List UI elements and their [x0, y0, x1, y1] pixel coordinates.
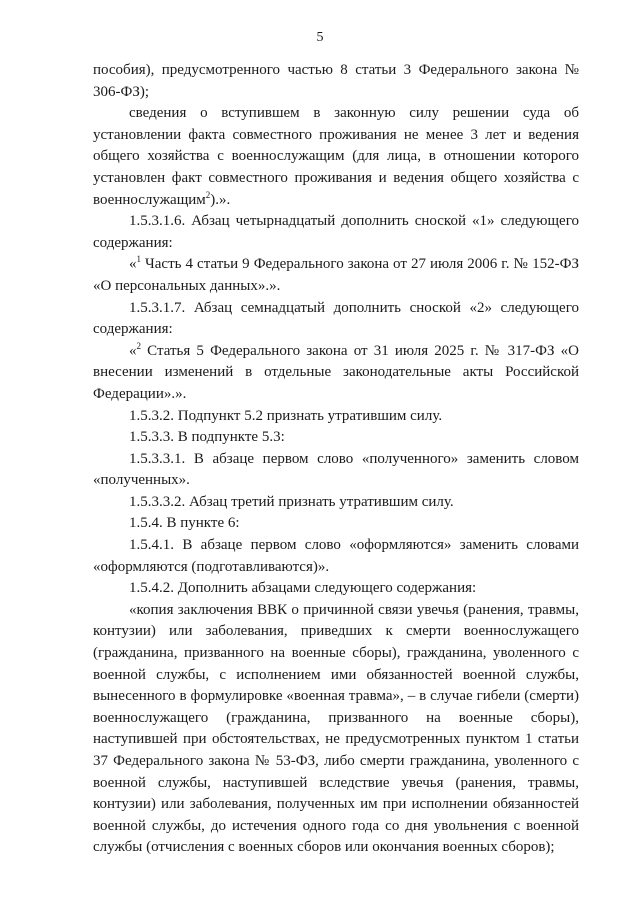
page-number: 5	[316, 30, 324, 45]
paragraph: 1.5.3.2. Подпункт 5.2 признать утратившим силу.	[129, 407, 443, 424]
paragraph: 1.5.3.1.7. Абзац семнадцатый дополнить сноской «2» следующего содержания:	[93, 299, 579, 338]
paragraph: пособия), предусмотренного частью 8 статьи 3 Федерального закона № 306-ФЗ);	[93, 62, 579, 100]
paragraph: 1.5.3.3.1. В абзаце первом слово «полученного» заменить словом «полученных».	[93, 450, 579, 489]
paragraph: 1.5.4.1. В абзаце первом слово «оформляются» заменить словами «оформляются (подготавливаются)».	[93, 537, 579, 575]
paragraph: 1.5.3.3.2. Абзац третий признать утратившим силу.	[129, 493, 454, 510]
footnote-marker: 2	[205, 189, 211, 200]
paragraph: сведения о вступившем в законную силу решении суда об установлении факта совместного проживания не менее 3 лет и ведения общего хозяйства с военнослужащим (для лица, в отношении которого установлен факт совместного проживания и ведения общего хозяйства с военнослужащим$^2$).».	[93, 105, 579, 208]
paragraph: «$^2$ Статья 5 Федерального закона от 31 июля 2025 г. № 317-ФЗ «О внесении изменений в отдельные законодательные акты Российской Федерации».».	[93, 340, 579, 402]
paragraph: «копия заключения ВВК о причинной связи увечья (ранения, травмы, контузии) или заболевания, приведших к смерти военнослужащего (гражданина, призванного на военные сборы), гражданина, уволенного с военной службы, с исполнением ими обязанностей военной службы, вынесенного в формулировке «военная травма», – в случае гибели (смерти) военнослужащего (гражданина, призванного на военные сборы), наступившей при обстоятельствах, не предусмотренных пунктом 1 статьи 37 Федерального закона № 53-ФЗ, либо смерти гражданина, уволенного с военной службы, наступившей вследствие увечья (ранения, травмы, контузии) или заболевания, полученных им при исполнении обязанностей военной службы, до истечения одного года со дня увольнения с военной службы (отчисления с военных сборов или окончания военных сборов);	[93, 601, 579, 856]
document-body	[93, 60, 579, 859]
paragraph: 1.5.3.1.6. Абзац четырнадцатый дополнить сноской «1» следующего содержания:	[93, 213, 579, 251]
footnote-marker: 2	[136, 340, 141, 351]
footnote-marker: 1	[136, 254, 141, 265]
paragraph: 1.5.3.3. В подпункте 5.3:	[129, 429, 285, 446]
paragraph: 1.5.4.2. Дополнить абзацами следующего содержания:	[129, 580, 477, 597]
paragraph: «$^1$ Часть 4 статьи 9 Федерального закона от 27 июля 2006 г. № 152-ФЗ «О персональных данных».».	[93, 254, 579, 294]
paragraph: 1.5.4. В пункте 6:	[129, 515, 240, 532]
